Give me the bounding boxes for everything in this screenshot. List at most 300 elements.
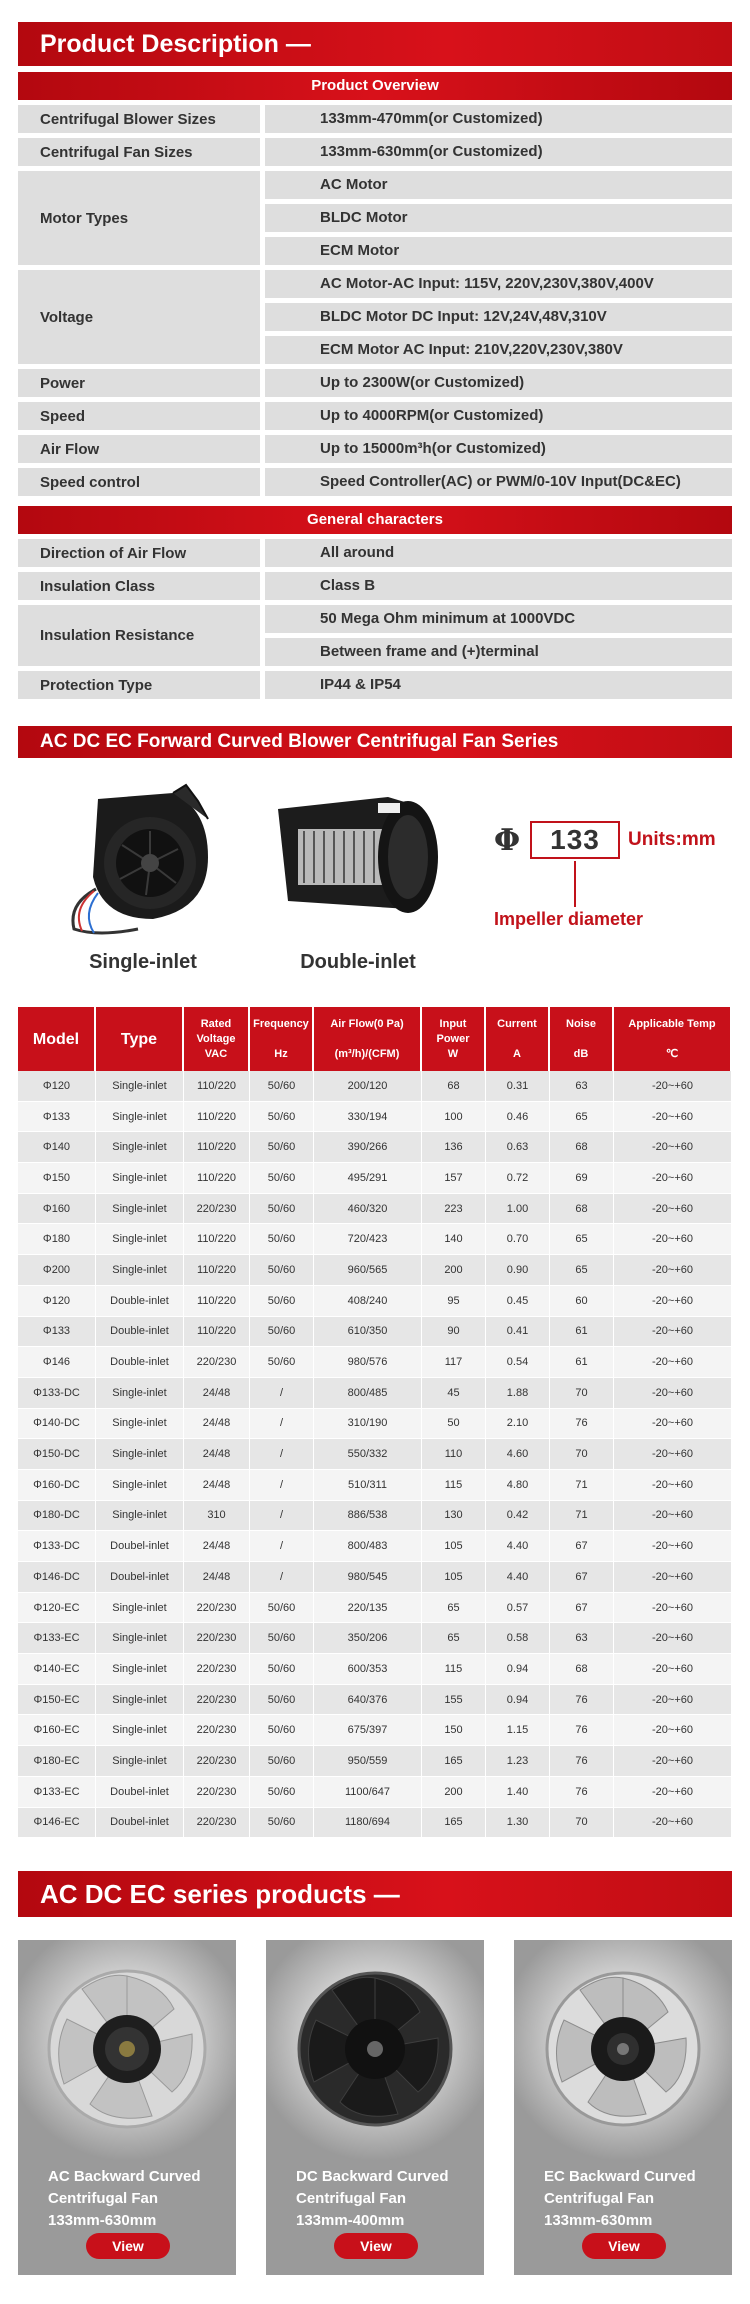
product-card-ac[interactable] <box>18 1940 236 2275</box>
product-title-ac: AC Backward Curved Centrifugal Fan 133mm-630mm <box>48 2168 201 2229</box>
cell-frequency: 50/60 <box>250 1347 314 1378</box>
cell-airflow: 220/135 <box>314 1593 422 1624</box>
units-label: Units:mm <box>628 829 716 850</box>
general-value: All around <box>265 539 732 567</box>
cell-model: Φ133 <box>18 1317 96 1348</box>
view-button-ec[interactable]: View <box>582 2233 666 2259</box>
cell-noise: 70 <box>550 1808 614 1839</box>
cell-temp: -20~+60 <box>614 1071 732 1102</box>
cell-airflow: 675/397 <box>314 1715 422 1746</box>
series-banner: AC DC EC Forward Curved Blower Centrifugal Fan Series <box>18 726 732 758</box>
header-temp: Applicable Temp ℃ <box>614 1007 732 1071</box>
general-label: Protection Type <box>18 671 260 699</box>
cell-frequency: 50/60 <box>250 1071 314 1102</box>
cell-voltage: 110/220 <box>184 1224 250 1255</box>
cell-power: 130 <box>422 1501 486 1532</box>
cell-current: 1.23 <box>486 1746 550 1777</box>
cell-noise: 71 <box>550 1470 614 1501</box>
cell-noise: 76 <box>550 1685 614 1716</box>
cell-type: Single-inlet <box>96 1746 184 1777</box>
cell-frequency: 50/60 <box>250 1255 314 1286</box>
cell-voltage: 220/230 <box>184 1593 250 1624</box>
cell-airflow: 640/376 <box>314 1685 422 1716</box>
overview-value: AC Motor-AC Input: 115V, 220V,230V,380V,400V <box>265 270 732 298</box>
cell-current: 2.10 <box>486 1409 550 1440</box>
cell-noise: 67 <box>550 1531 614 1562</box>
cell-model: Φ146-EC <box>18 1808 96 1839</box>
header-voltage: Rated Voltage VAC <box>184 1007 250 1071</box>
cell-noise: 61 <box>550 1317 614 1348</box>
table-row <box>18 1347 732 1378</box>
cell-noise: 70 <box>550 1439 614 1470</box>
cell-noise: 69 <box>550 1163 614 1194</box>
general-row <box>18 572 732 600</box>
ec-fan-image <box>538 1964 708 2134</box>
cell-type: Single-inlet <box>96 1501 184 1532</box>
overview-label: Voltage <box>18 270 260 364</box>
cell-frequency: 50/60 <box>250 1132 314 1163</box>
cell-current: 0.63 <box>486 1132 550 1163</box>
product-title-ec: EC Backward Curved Centrifugal Fan 133mm-630mm <box>544 2168 696 2229</box>
cell-power: 45 <box>422 1378 486 1409</box>
cell-temp: -20~+60 <box>614 1501 732 1532</box>
cell-frequency: / <box>250 1562 314 1593</box>
cell-type: Single-inlet <box>96 1654 184 1685</box>
cell-power: 95 <box>422 1286 486 1317</box>
cell-type: Single-inlet <box>96 1378 184 1409</box>
table-row <box>18 1654 732 1685</box>
cell-model: Φ180-EC <box>18 1746 96 1777</box>
cell-voltage: 220/230 <box>184 1746 250 1777</box>
cell-frequency: 50/60 <box>250 1746 314 1777</box>
cell-current: 0.41 <box>486 1317 550 1348</box>
cell-temp: -20~+60 <box>614 1562 732 1593</box>
overview-value: BLDC Motor DC Input: 12V,24V,48V,310V <box>265 303 732 331</box>
cell-current: 1.15 <box>486 1715 550 1746</box>
overview-value: Up to 4000RPM(or Customized) <box>265 402 732 430</box>
cell-model: Φ146-DC <box>18 1562 96 1593</box>
cell-power: 65 <box>422 1593 486 1624</box>
cell-power: 165 <box>422 1808 486 1839</box>
cell-frequency: / <box>250 1378 314 1409</box>
overview-label: Speed control <box>18 468 260 496</box>
cell-voltage: 110/220 <box>184 1317 250 1348</box>
overview-row <box>18 171 732 265</box>
cell-airflow: 800/483 <box>314 1531 422 1562</box>
cell-power: 155 <box>422 1685 486 1716</box>
cell-airflow: 610/350 <box>314 1317 422 1348</box>
dc-fan-image <box>290 1964 460 2134</box>
cell-voltage: 24/48 <box>184 1409 250 1440</box>
cell-temp: -20~+60 <box>614 1255 732 1286</box>
cell-power: 65 <box>422 1623 486 1654</box>
cell-airflow: 330/194 <box>314 1102 422 1133</box>
overview-label: Speed <box>18 402 260 430</box>
cell-model: Φ133-DC <box>18 1378 96 1409</box>
cell-type: Single-inlet <box>96 1623 184 1654</box>
cell-power: 50 <box>422 1409 486 1440</box>
overview-label: Centrifugal Blower Sizes <box>18 105 260 133</box>
general-row <box>18 539 732 567</box>
overview-label: Motor Types <box>18 171 260 265</box>
header-frequency: Frequency Hz <box>250 1007 314 1071</box>
cell-temp: -20~+60 <box>614 1194 732 1225</box>
cell-power: 165 <box>422 1746 486 1777</box>
cell-airflow: 510/311 <box>314 1470 422 1501</box>
cell-voltage: 220/230 <box>184 1194 250 1225</box>
cell-voltage: 110/220 <box>184 1102 250 1133</box>
overview-value: AC Motor <box>265 171 732 199</box>
table-row <box>18 1562 732 1593</box>
impeller-pointer-line <box>574 861 576 907</box>
cell-noise: 65 <box>550 1255 614 1286</box>
table-row <box>18 1071 732 1102</box>
cell-temp: -20~+60 <box>614 1163 732 1194</box>
cell-model: Φ120-EC <box>18 1593 96 1624</box>
general-label: Direction of Air Flow <box>18 539 260 567</box>
impeller-diameter-label: Impeller diameter <box>494 909 644 929</box>
cell-current: 4.40 <box>486 1562 550 1593</box>
cell-type: Doubel-inlet <box>96 1808 184 1839</box>
cell-airflow: 495/291 <box>314 1163 422 1194</box>
cell-temp: -20~+60 <box>614 1470 732 1501</box>
cell-type: Single-inlet <box>96 1194 184 1225</box>
cell-frequency: 50/60 <box>250 1715 314 1746</box>
diameter-value-box: 133 <box>530 821 620 859</box>
overview-value: ECM Motor AC Input: 210V,220V,230V,380V <box>265 336 732 364</box>
cell-type: Double-inlet <box>96 1347 184 1378</box>
cell-voltage: 110/220 <box>184 1286 250 1317</box>
cell-power: 115 <box>422 1654 486 1685</box>
cell-type: Single-inlet <box>96 1409 184 1440</box>
overview-label: Air Flow <box>18 435 260 463</box>
cell-noise: 70 <box>550 1378 614 1409</box>
cell-frequency: 50/60 <box>250 1593 314 1624</box>
overview-row <box>18 468 732 496</box>
cell-temp: -20~+60 <box>614 1132 732 1163</box>
cell-frequency: / <box>250 1439 314 1470</box>
product-card-ec[interactable] <box>514 1940 732 2275</box>
cell-type: Single-inlet <box>96 1255 184 1286</box>
cell-noise: 60 <box>550 1286 614 1317</box>
cell-current: 0.57 <box>486 1593 550 1624</box>
cell-temp: -20~+60 <box>614 1409 732 1440</box>
table-row <box>18 1224 732 1255</box>
cell-power: 115 <box>422 1470 486 1501</box>
cell-airflow: 980/545 <box>314 1562 422 1593</box>
overview-value: Speed Controller(AC) or PWM/0-10V Input(DC&EC) <box>265 468 732 496</box>
cell-power: 223 <box>422 1194 486 1225</box>
cell-model: Φ120 <box>18 1286 96 1317</box>
cell-temp: -20~+60 <box>614 1685 732 1716</box>
cell-temp: -20~+60 <box>614 1102 732 1133</box>
cell-noise: 67 <box>550 1562 614 1593</box>
phi-symbol: Φ <box>494 823 521 858</box>
cell-voltage: 110/220 <box>184 1163 250 1194</box>
cell-noise: 76 <box>550 1746 614 1777</box>
cell-type: Single-inlet <box>96 1132 184 1163</box>
double-inlet-caption: Double-inlet <box>300 951 416 973</box>
overview-value: 133mm-470mm(or Customized) <box>265 105 732 133</box>
cell-voltage: 220/230 <box>184 1808 250 1839</box>
cell-noise: 68 <box>550 1194 614 1225</box>
general-characters-table <box>18 506 732 704</box>
table-row <box>18 1777 732 1808</box>
overview-value: Up to 2300W(or Customized) <box>265 369 732 397</box>
general-characters-heading: General characters <box>18 506 732 534</box>
general-value: 50 Mega Ohm minimum at 1000VDC <box>265 605 732 633</box>
cell-noise: 68 <box>550 1654 614 1685</box>
table-row <box>18 1531 732 1562</box>
header-power: Input Power W <box>422 1007 486 1071</box>
cell-voltage: 24/48 <box>184 1531 250 1562</box>
table-row <box>18 1623 732 1654</box>
cell-model: Φ150-DC <box>18 1439 96 1470</box>
cell-temp: -20~+60 <box>614 1531 732 1562</box>
overview-value: 133mm-630mm(or Customized) <box>265 138 732 166</box>
cell-airflow: 720/423 <box>314 1224 422 1255</box>
cell-voltage: 220/230 <box>184 1654 250 1685</box>
cell-temp: -20~+60 <box>614 1808 732 1839</box>
header-airflow: Air Flow(0 Pa) (m³/h)/(CFM) <box>314 1007 422 1071</box>
cell-model: Φ160-DC <box>18 1470 96 1501</box>
cell-type: Single-inlet <box>96 1715 184 1746</box>
general-row <box>18 605 732 666</box>
header-type: Type <box>96 1007 184 1071</box>
cell-voltage: 220/230 <box>184 1685 250 1716</box>
overview-row <box>18 435 732 463</box>
cell-temp: -20~+60 <box>614 1286 732 1317</box>
cell-type: Single-inlet <box>96 1685 184 1716</box>
overview-row <box>18 105 732 133</box>
cell-current: 0.58 <box>486 1623 550 1654</box>
cell-frequency: 50/60 <box>250 1808 314 1839</box>
cell-airflow: 408/240 <box>314 1286 422 1317</box>
cell-type: Double-inlet <box>96 1317 184 1348</box>
table-header-row <box>18 1007 732 1071</box>
table-row <box>18 1746 732 1777</box>
table-row <box>18 1163 732 1194</box>
cell-noise: 71 <box>550 1501 614 1532</box>
cell-current: 1.30 <box>486 1808 550 1839</box>
cell-frequency: 50/60 <box>250 1654 314 1685</box>
cell-voltage: 310 <box>184 1501 250 1532</box>
table-row <box>18 1132 732 1163</box>
cell-model: Φ160-EC <box>18 1715 96 1746</box>
cell-noise: 76 <box>550 1409 614 1440</box>
cell-power: 157 <box>422 1163 486 1194</box>
cell-model: Φ200 <box>18 1255 96 1286</box>
cell-model: Φ150 <box>18 1163 96 1194</box>
cell-type: Single-inlet <box>96 1163 184 1194</box>
cell-current: 0.42 <box>486 1501 550 1532</box>
double-inlet-blower-image <box>258 789 458 919</box>
general-label: Insulation Resistance <box>18 605 260 666</box>
cell-power: 136 <box>422 1132 486 1163</box>
cell-airflow: 600/353 <box>314 1654 422 1685</box>
general-row <box>18 671 732 699</box>
cell-airflow: 886/538 <box>314 1501 422 1532</box>
cell-current: 4.60 <box>486 1439 550 1470</box>
cell-airflow: 960/565 <box>314 1255 422 1286</box>
cell-voltage: 110/220 <box>184 1255 250 1286</box>
cell-temp: -20~+60 <box>614 1347 732 1378</box>
cell-power: 100 <box>422 1102 486 1133</box>
cell-type: Single-inlet <box>96 1071 184 1102</box>
table-row <box>18 1593 732 1624</box>
cell-current: 0.94 <box>486 1685 550 1716</box>
cell-power: 150 <box>422 1715 486 1746</box>
header-model: Model <box>18 1007 96 1071</box>
table-row <box>18 1255 732 1286</box>
cell-temp: -20~+60 <box>614 1777 732 1808</box>
table-row <box>18 1409 732 1440</box>
cell-voltage: 110/220 <box>184 1071 250 1102</box>
cell-current: 0.31 <box>486 1071 550 1102</box>
overview-value: BLDC Motor <box>265 204 732 232</box>
cell-airflow: 350/206 <box>314 1623 422 1654</box>
cell-frequency: 50/60 <box>250 1224 314 1255</box>
table-row <box>18 1439 732 1470</box>
cell-current: 1.40 <box>486 1777 550 1808</box>
cell-type: Single-inlet <box>96 1470 184 1501</box>
cell-model: Φ140-DC <box>18 1409 96 1440</box>
cell-airflow: 460/320 <box>314 1194 422 1225</box>
view-button-ac[interactable]: View <box>86 2233 170 2259</box>
cell-power: 90 <box>422 1317 486 1348</box>
cell-frequency: 50/60 <box>250 1623 314 1654</box>
table-row <box>18 1470 732 1501</box>
overview-row <box>18 138 732 166</box>
cell-current: 1.88 <box>486 1378 550 1409</box>
cell-model: Φ133 <box>18 1102 96 1133</box>
header-noise: Noise dB <box>550 1007 614 1071</box>
cell-voltage: 220/230 <box>184 1347 250 1378</box>
product-title-dc: DC Backward Curved Centrifugal Fan 133mm-400mm <box>296 2168 449 2229</box>
cell-model: Φ140-EC <box>18 1654 96 1685</box>
cell-temp: -20~+60 <box>614 1224 732 1255</box>
overview-value: Up to 15000m³h(or Customized) <box>265 435 732 463</box>
cell-current: 4.40 <box>486 1531 550 1562</box>
cell-type: Single-inlet <box>96 1439 184 1470</box>
product-card-dc[interactable] <box>266 1940 484 2275</box>
cell-temp: -20~+60 <box>614 1623 732 1654</box>
cell-frequency: 50/60 <box>250 1286 314 1317</box>
cell-temp: -20~+60 <box>614 1654 732 1685</box>
cell-current: 4.80 <box>486 1470 550 1501</box>
cell-power: 68 <box>422 1071 486 1102</box>
cell-power: 140 <box>422 1224 486 1255</box>
cell-type: Single-inlet <box>96 1593 184 1624</box>
table-row <box>18 1102 732 1133</box>
table-row <box>18 1685 732 1716</box>
cell-frequency: / <box>250 1501 314 1532</box>
table-row <box>18 1286 732 1317</box>
table-row <box>18 1501 732 1532</box>
cell-frequency: 50/60 <box>250 1163 314 1194</box>
cell-type: Double-inlet <box>96 1286 184 1317</box>
cell-current: 0.46 <box>486 1102 550 1133</box>
product-overview-heading: Product Overview <box>18 72 732 100</box>
cell-airflow: 310/190 <box>314 1409 422 1440</box>
cell-airflow: 800/485 <box>314 1378 422 1409</box>
cell-airflow: 1180/694 <box>314 1808 422 1839</box>
cell-airflow: 550/332 <box>314 1439 422 1470</box>
cell-noise: 65 <box>550 1102 614 1133</box>
cell-airflow: 200/120 <box>314 1071 422 1102</box>
cell-type: Doubel-inlet <box>96 1562 184 1593</box>
cell-voltage: 24/48 <box>184 1439 250 1470</box>
cell-voltage: 220/230 <box>184 1777 250 1808</box>
cell-temp: -20~+60 <box>614 1593 732 1624</box>
cell-frequency: / <box>250 1470 314 1501</box>
cell-voltage: 220/230 <box>184 1623 250 1654</box>
cell-model: Φ150-EC <box>18 1685 96 1716</box>
header-current: Current A <box>486 1007 550 1071</box>
cell-type: Doubel-inlet <box>96 1531 184 1562</box>
single-inlet-blower-image <box>58 779 228 939</box>
cell-noise: 67 <box>550 1593 614 1624</box>
fan-diagram-area <box>18 775 732 990</box>
table-row <box>18 1194 732 1225</box>
cell-noise: 68 <box>550 1132 614 1163</box>
cell-model: Φ180-DC <box>18 1501 96 1532</box>
cell-airflow: 980/576 <box>314 1347 422 1378</box>
cell-noise: 61 <box>550 1347 614 1378</box>
cell-current: 0.70 <box>486 1224 550 1255</box>
cell-type: Doubel-inlet <box>96 1777 184 1808</box>
cell-temp: -20~+60 <box>614 1746 732 1777</box>
cell-model: Φ180 <box>18 1224 96 1255</box>
cell-power: 200 <box>422 1255 486 1286</box>
cell-current: 0.72 <box>486 1163 550 1194</box>
single-inlet-caption: Single-inlet <box>89 951 197 973</box>
cell-frequency: 50/60 <box>250 1102 314 1133</box>
cell-noise: 65 <box>550 1224 614 1255</box>
cell-frequency: / <box>250 1409 314 1440</box>
general-value: IP44 & IP54 <box>265 671 732 699</box>
cell-frequency: 50/60 <box>250 1685 314 1716</box>
cell-voltage: 110/220 <box>184 1132 250 1163</box>
cell-voltage: 24/48 <box>184 1378 250 1409</box>
table-row <box>18 1378 732 1409</box>
cell-current: 0.54 <box>486 1347 550 1378</box>
cell-model: Φ146 <box>18 1347 96 1378</box>
cell-model: Φ120 <box>18 1071 96 1102</box>
overview-row <box>18 402 732 430</box>
overview-value: ECM Motor <box>265 237 732 265</box>
table-row <box>18 1808 732 1839</box>
cell-model: Φ133-DC <box>18 1531 96 1562</box>
ac-fan-image <box>42 1964 212 2134</box>
cell-current: 0.90 <box>486 1255 550 1286</box>
cell-voltage: 24/48 <box>184 1562 250 1593</box>
overview-label: Power <box>18 369 260 397</box>
product-overview-table <box>18 72 732 501</box>
view-button-dc[interactable]: View <box>334 2233 418 2259</box>
cell-type: Single-inlet <box>96 1224 184 1255</box>
cell-power: 110 <box>422 1439 486 1470</box>
fan-spec-table <box>18 1007 732 1838</box>
cell-noise: 76 <box>550 1715 614 1746</box>
cell-current: 0.45 <box>486 1286 550 1317</box>
cell-model: Φ140 <box>18 1132 96 1163</box>
cell-airflow: 1100/647 <box>314 1777 422 1808</box>
general-value: Between frame and (+)terminal <box>265 638 732 666</box>
overview-label: Centrifugal Fan Sizes <box>18 138 260 166</box>
cell-airflow: 390/266 <box>314 1132 422 1163</box>
cell-noise: 63 <box>550 1071 614 1102</box>
